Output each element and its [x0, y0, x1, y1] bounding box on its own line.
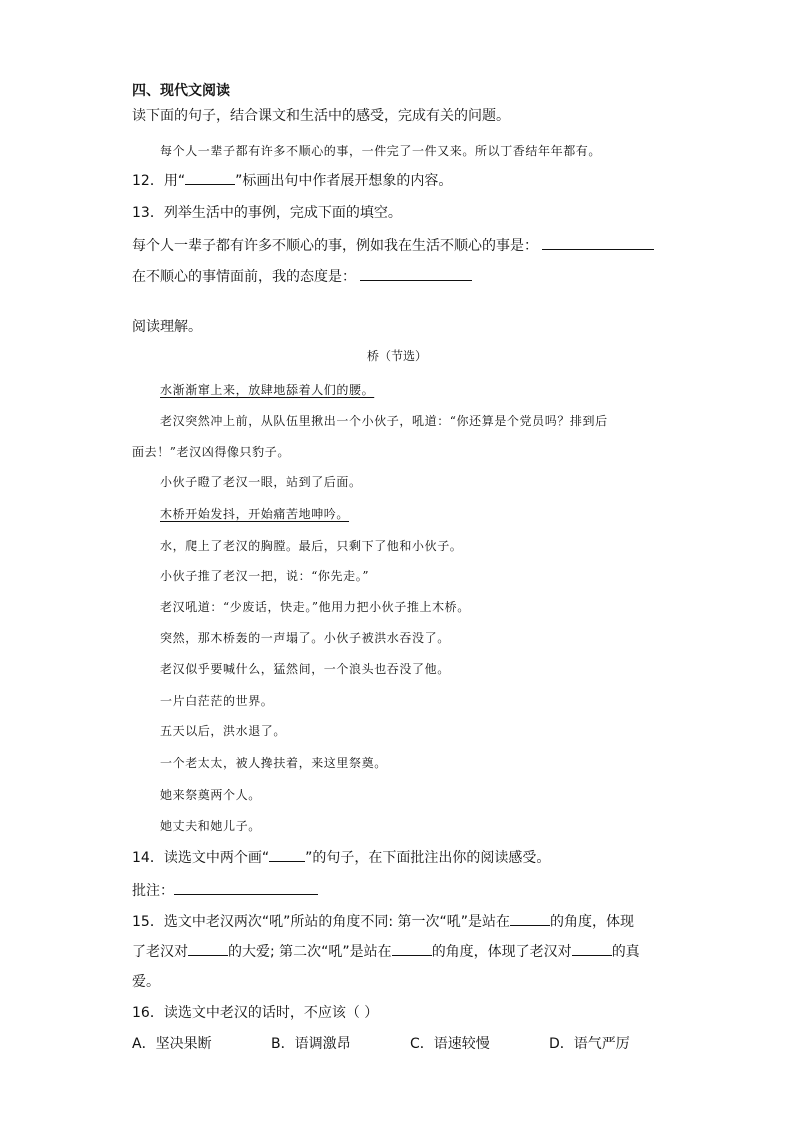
instruction-text: 读下面的句子，结合课文和生活中的感受，完成有关的问题。	[132, 108, 510, 124]
option-c[interactable]: C．语速较慢	[410, 1036, 490, 1052]
answer-blank[interactable]	[269, 847, 305, 862]
question-14-note	[132, 880, 318, 901]
passage-paragraph: 面去！”老汉凶得像只豹子。	[132, 445, 290, 459]
reading-label: 阅读理解。	[132, 319, 202, 335]
passage-title: 桥（节选）	[366, 349, 427, 363]
passage-paragraph: 一片白茫茫的世界。	[160, 694, 274, 708]
option-a[interactable]: A．坚决果断	[132, 1036, 212, 1052]
question-15-text: 了老汉对	[132, 944, 188, 960]
option-d[interactable]: D．语气严厉	[549, 1036, 630, 1052]
answer-blank[interactable]	[572, 941, 612, 956]
question-15-line2	[132, 941, 640, 962]
passage-paragraph: 老汉突然冲上前，从队伍里揪出一个小伙子，吼道：“你还算是个党员吗？排到后	[160, 414, 608, 428]
question-15-line3: 爱。	[132, 974, 160, 990]
question-15-text: 的真	[611, 944, 640, 960]
question-13-line2-text: 在不顺心的事情面前，我的态度是：	[132, 269, 356, 285]
answer-blank[interactable]	[510, 911, 550, 926]
question-16: 16．读选文中老汉的话时，不应该（ ）	[132, 1005, 379, 1021]
passage-paragraph: 她丈夫和她儿子。	[160, 819, 261, 833]
passage-paragraph: 水，爬上了老汉的胸膛。最后，只剩下了他和小伙子。	[160, 539, 463, 553]
passage-paragraph: 老汉吼道：“少废话，快走。”他用力把小伙子推上木桥。	[160, 600, 470, 614]
question-12-prefix: 12．用“	[132, 173, 186, 189]
question-14-suffix: ”的句子，在下面批注出你的阅读感受。	[305, 850, 551, 866]
passage-paragraph: 木桥开始发抖，开始痛苦地呻吟。	[160, 507, 350, 521]
question-15-text: 的大爱; 第二次“吼”是站在	[228, 944, 392, 960]
section-heading: 四、现代文阅读	[132, 83, 230, 99]
answer-blank[interactable]	[185, 170, 235, 185]
answer-blank[interactable]	[392, 941, 432, 956]
question-13: 13．列举生活中的事例，完成下面的填空。	[132, 205, 402, 221]
question-13-line1-text: 每个人一辈子都有许多不顺心的事，例如我在生活不顺心的事是：	[132, 238, 538, 254]
question-15-line1	[132, 911, 634, 932]
question-14-prefix: 14．读选文中两个画“	[132, 850, 270, 866]
answer-blank[interactable]	[360, 266, 472, 281]
passage-paragraph: 老汉似乎要喊什么，猛然间，一个浪头也吞没了他。	[160, 662, 450, 676]
passage-paragraph: 水渐渐窜上来，放肆地舔着人们的腰。	[160, 383, 375, 397]
passage-paragraph: 五天以后，洪水退了。	[160, 724, 287, 738]
note-label: 批注：	[132, 883, 174, 899]
question-12	[132, 170, 452, 191]
passage-paragraph: 小伙子瞪了老汉一眼，站到了后面。	[160, 475, 362, 489]
answer-blank[interactable]	[188, 941, 228, 956]
answer-blank[interactable]	[174, 880, 318, 895]
answer-blank[interactable]	[542, 235, 654, 250]
passage-paragraph: 她来祭奠两个人。	[160, 788, 261, 802]
question-15-text: 的角度，体现	[550, 914, 634, 930]
question-12-suffix: ”标画出句中作者展开想象的内容。	[235, 173, 453, 189]
passage-paragraph: 突然，那木桥轰的一声塌了。小伙子被洪水吞没了。	[160, 631, 450, 645]
passage-paragraph: 小伙子推了老汉一把，说：“你先走。”	[160, 569, 370, 583]
quote-sentence: 每个人一辈子都有许多不顺心的事，一件完了一件又来。所以丁香结年年都有。	[160, 144, 602, 158]
passage-paragraph: 一个老太太，被人搀扶着，来这里祭奠。	[160, 756, 387, 770]
question-15-text: 15．选文中老汉两次“吼”所站的角度不同: 第一次“吼”是站在	[132, 914, 510, 930]
question-13-line2	[132, 266, 472, 287]
question-13-line1	[132, 235, 654, 256]
question-15-text: 的角度，体现了老汉对	[431, 944, 572, 960]
option-b[interactable]: B．语调激昂	[271, 1036, 351, 1052]
question-14	[132, 847, 550, 868]
